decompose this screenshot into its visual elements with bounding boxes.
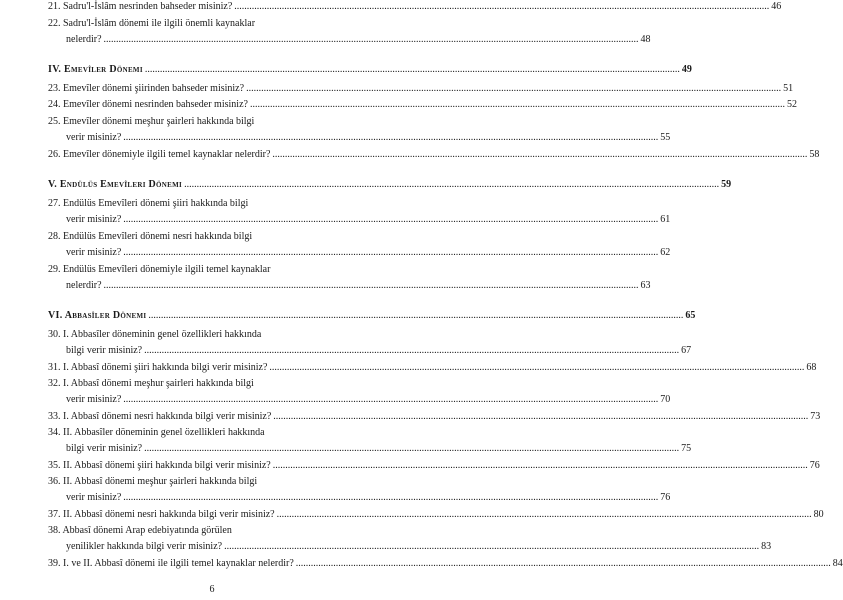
toc-page-number: 62: [660, 247, 671, 258]
toc-entry-24[interactable]: [48, 98, 797, 112]
dot-leader: [273, 459, 808, 473]
dot-leader: [273, 410, 808, 424]
toc-section-vi[interactable]: [48, 309, 696, 323]
toc-entry-22-continued[interactable]: [48, 33, 651, 47]
toc-entry-title: verir misiniz?: [66, 492, 122, 503]
dot-leader: [123, 213, 658, 227]
toc-entry-21[interactable]: [48, 0, 782, 14]
toc-page-number: 76: [809, 460, 820, 471]
dot-leader: [123, 491, 658, 505]
toc-page-number: 46: [771, 1, 782, 12]
toc-entry-title: 36. II. Abbasî dönemi meşhur şairleri hakkında bilgi: [48, 476, 258, 487]
toc-page-number: 51: [783, 83, 794, 94]
toc-entry-27-continued[interactable]: [48, 213, 671, 227]
toc-page-number: 68: [806, 362, 817, 373]
toc-page-number: 84: [832, 558, 843, 569]
toc-entry-29[interactable]: [48, 263, 376, 277]
toc-page-number: 76: [660, 492, 671, 503]
toc-entry-title: 29. Endülüs Emevîleri dönemiyle ilgili temel kaynaklar: [48, 264, 271, 275]
toc-page-number: 58: [809, 149, 820, 160]
toc-entry-title: 28. Endülüs Emevîleri dönemi nesri hakkında bilgi: [48, 231, 253, 242]
toc-entry-36-continued[interactable]: [48, 491, 671, 505]
toc-entry-25[interactable]: [48, 115, 376, 129]
toc-page-number: 63: [640, 280, 651, 291]
dot-leader: [123, 131, 658, 145]
toc-entry-36[interactable]: [48, 475, 376, 489]
section-title: VI. Abbasîler Dönemi: [48, 310, 147, 321]
toc-entry-25-continued[interactable]: [48, 131, 671, 145]
toc-page-number: 55: [660, 132, 671, 143]
toc-entry-34-continued[interactable]: [48, 442, 692, 456]
toc-entry-title: 39. I. ve II. Abbasî dönemi ile ilgili temel kaynaklar nelerdir?: [48, 558, 294, 569]
toc-page-number: 75: [681, 443, 692, 454]
toc-entry-title: 21. Sadru'l-İslâm nesrinden bahseder misiniz?: [48, 1, 233, 12]
toc-entry-title: 35. II. Abbasî dönemi şiiri hakkında bilgi verir misiniz?: [48, 460, 271, 471]
toc-entry-title: bilgi verir misiniz?: [66, 345, 143, 356]
toc-page-number: 67: [681, 345, 692, 356]
dot-leader: [296, 557, 831, 571]
toc-entry-title: 38. Abbasî dönemi Arap edebiyatında görülen: [48, 525, 232, 536]
page-number-footer: 6: [209, 584, 215, 595]
toc-entry-title: 31. I. Abbasî dönemi şiiri hakkında bilgi verir misiniz?: [48, 362, 268, 373]
toc-page-number: 73: [810, 411, 821, 422]
toc-page-number: 80: [813, 509, 824, 520]
toc-entry-38[interactable]: [48, 524, 376, 538]
toc-entry-28-continued[interactable]: [48, 246, 671, 260]
toc-entry-38-continued[interactable]: [48, 540, 772, 554]
dot-leader: [184, 178, 719, 192]
dot-leader: [272, 148, 807, 162]
dot-leader: [123, 246, 658, 260]
toc-entry-title: 37. II. Abbasî dönemi nesri hakkında bilgi verir misiniz?: [48, 509, 275, 520]
section-title: IV. Emevîler Dönemi: [48, 64, 143, 75]
toc-entry-33[interactable]: [48, 410, 821, 424]
toc-entry-34[interactable]: [48, 426, 376, 440]
dot-leader: [277, 508, 812, 522]
toc-entry-title: 24. Emevîler dönemi nesrinden bahseder misiniz?: [48, 99, 248, 110]
toc-entry-32-continued[interactable]: [48, 393, 671, 407]
section-title: V. Endülüs Emevîleri Dönemi: [48, 179, 183, 190]
toc-entry-title: bilgi verir misiniz?: [66, 443, 143, 454]
toc-entry-title: verir misiniz?: [66, 247, 122, 258]
toc-page-number: 83: [761, 541, 772, 552]
toc-entry-title: nelerdir?: [66, 280, 102, 291]
toc-entry-title: verir misiniz?: [66, 394, 122, 405]
toc-entry-title: 27. Endülüs Emevîleri dönemi şiiri hakkında bilgi: [48, 198, 249, 209]
dot-leader: [224, 540, 759, 554]
toc-entry-37[interactable]: [48, 508, 824, 522]
dot-leader: [123, 393, 658, 407]
toc-entry-title: 22. Sadru'l-İslâm dönemi ile ilgili önemli kaynaklar: [48, 18, 256, 29]
toc-entry-title: 23. Emevîler dönemi şiirinden bahseder misiniz?: [48, 83, 245, 94]
toc-entry-39[interactable]: [48, 557, 843, 571]
dot-leader: [104, 33, 639, 47]
toc-entry-22[interactable]: [48, 17, 376, 31]
dot-leader: [145, 63, 680, 77]
dot-leader: [144, 344, 679, 358]
toc-entry-29-continued[interactable]: [48, 279, 651, 293]
toc-entry-23[interactable]: [48, 82, 794, 96]
toc-entry-title: verir misiniz?: [66, 214, 122, 225]
toc-entry-30-continued[interactable]: [48, 344, 692, 358]
toc-section-iv[interactable]: [48, 63, 692, 77]
toc-entry-title: verir misiniz?: [66, 132, 122, 143]
toc-entry-35[interactable]: [48, 459, 820, 473]
dot-leader: [269, 361, 804, 375]
toc-entry-27[interactable]: [48, 197, 376, 211]
toc-entry-32[interactable]: [48, 377, 376, 391]
toc-entry-31[interactable]: [48, 361, 817, 375]
toc-entry-title: 25. Emevîler dönemi meşhur şairleri hakkında bilgi: [48, 116, 255, 127]
toc-entry-title: yenilikler hakkında bilgi verir misiniz?: [66, 541, 223, 552]
toc-page-number: 52: [786, 99, 797, 110]
dot-leader: [144, 442, 679, 456]
section-page-number: 49: [681, 64, 692, 75]
toc-entry-title: 32. I. Abbasî dönemi meşhur şairleri hakkında bilgi: [48, 378, 254, 389]
toc-page-number: 48: [640, 34, 651, 45]
section-page-number: 65: [685, 310, 696, 321]
toc-section-v[interactable]: [48, 178, 732, 192]
toc-entry-title: 33. I. Abbasî dönemi nesri hakkında bilgi verir misiniz?: [48, 411, 272, 422]
toc-entry-title: 34. II. Abbasîler döneminin genel özellikleri hakkında: [48, 427, 265, 438]
dot-leader: [148, 309, 683, 323]
toc-entry-28[interactable]: [48, 230, 376, 244]
toc-page-number: 70: [660, 394, 671, 405]
toc-entry-30[interactable]: [48, 328, 376, 342]
toc-entry-title: 26. Emevîler dönemiyle ilgili temel kaynaklar nelerdir?: [48, 149, 271, 160]
toc-entry-title: 30. I. Abbasîler döneminin genel özellikleri hakkında: [48, 329, 262, 340]
toc-entry-title: nelerdir?: [66, 34, 102, 45]
toc-page-number: 61: [660, 214, 671, 225]
toc-entry-26[interactable]: [48, 148, 820, 162]
dot-leader: [250, 98, 785, 112]
dot-leader: [246, 82, 781, 96]
section-page-number: 59: [721, 179, 732, 190]
dot-leader: [234, 0, 769, 14]
dot-leader: [104, 279, 639, 293]
